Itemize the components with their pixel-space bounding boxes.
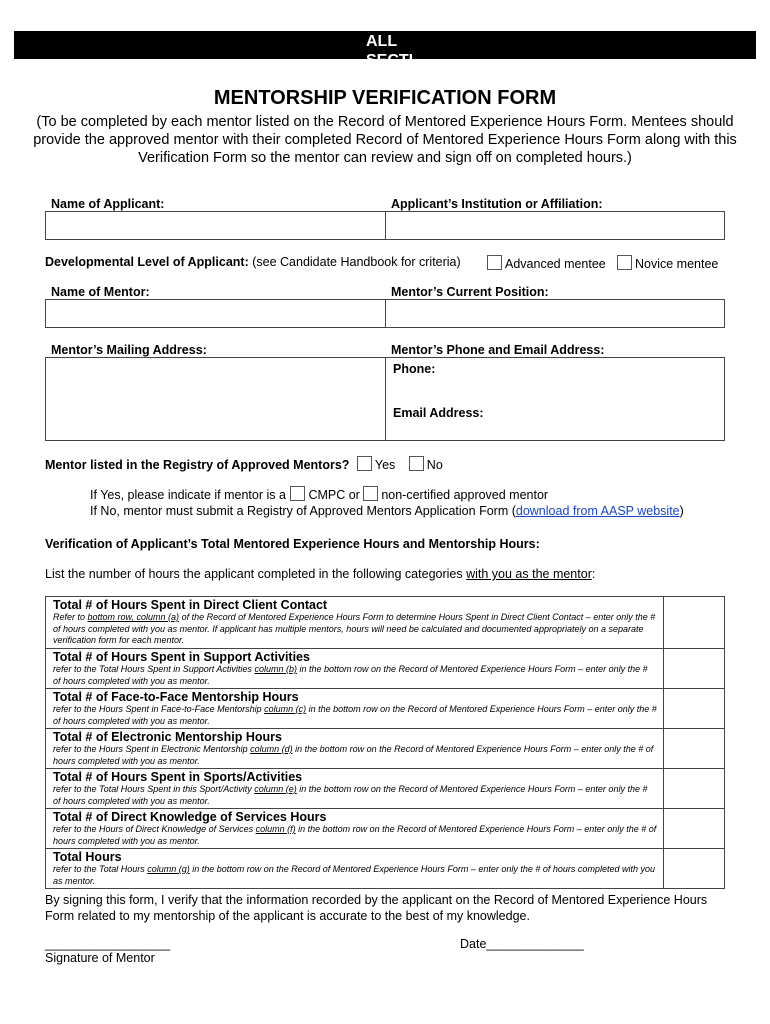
verification-heading: Verification of Applicant’s Total Mentored Experience Hours and Mentorship Hours: [45,537,540,551]
dev-level-label: Developmental Level of Applicant: [45,255,249,269]
row-detail [53,664,657,687]
row-detail-text: refer to the Hours Spent in Face-to-Face Mentorship [53,704,265,714]
registry-row [45,456,443,472]
row-detail-text: refer to the Total Hours [53,864,148,874]
aasp-download-link[interactable]: download from AASP website [515,504,680,518]
registry-no-label: No [426,458,443,472]
signature-label: Signature of Mentor [45,951,155,965]
table-row [46,729,725,769]
row-detail [53,784,657,807]
row-description [46,809,664,849]
table-row [46,809,725,849]
list-prefix: List the number of hours the applicant completed in the following categories [45,567,467,581]
row-title: Total # of Direct Knowledge of Services Hours [53,810,327,824]
advanced-label: Advanced mentee [505,257,606,271]
hours-input[interactable] [664,769,725,809]
list-underline: with you as the mentor [466,567,592,581]
row-detail-text: Refer to [53,612,88,622]
institution-field[interactable] [385,211,725,240]
applicant-name-label: Name of Applicant: [51,197,165,211]
row-detail [53,864,657,887]
table-row [46,689,725,729]
row-detail [53,824,657,847]
registry-no-checkbox[interactable] [409,456,424,471]
row-description [46,729,664,769]
advanced-checkbox[interactable] [487,255,502,270]
novice-option[interactable] [617,255,718,271]
if-yes-row [90,486,548,502]
noncert-checkbox[interactable] [363,486,378,501]
mentor-position-field[interactable] [385,299,725,328]
institution-label: Applicant’s Institution or Affiliation: [391,197,603,211]
row-description [46,689,664,729]
row-title: Total # of Hours Spent in Sports/Activities [53,770,303,784]
row-detail-text: in the bottom row on the Record of Mentored Experience Hours Form – enter only the # of hours completed with you as mentor. [53,824,657,846]
signature-line[interactable]: __________________ [45,937,171,951]
row-title: Total # of Electronic Mentorship Hours [53,730,282,744]
list-instruction [45,567,595,581]
row-detail-column: column (f) [255,824,296,834]
row-detail-text: in the bottom row on the Record of Mentored Experience Hours Form – enter only the # of hours completed with you as mentor. [53,664,648,686]
row-description [46,849,664,889]
table-row [46,849,725,889]
hours-input[interactable] [664,597,725,649]
table-row [46,769,725,809]
intro-text: (To be completed by each mentor listed on the Record of Mentored Experience Hours Form. Mentees should provide the approved mentor with their completed Record of Mentored Experience Hours Form along with this Verification Form so the mentor can review and sign off on completed hours.) [33,114,737,166]
row-detail-text: of the Record of Mentored Experience Hours Form to determine Hours Spent in Direct Client Contact – enter only the # of hours completed with you as mentor. If applicant has multiple mentors, hours will need be calculated and documented appropriately on a separate verification form for each mentor. [53,612,656,645]
row-detail-text: refer to the Hours Spent in Electronic Mentorship [53,744,251,754]
phone-email-field[interactable] [385,357,725,441]
row-title: Total # of Face-to-Face Mentorship Hours [53,690,299,704]
row-detail-column: column (c) [264,704,307,714]
row-description [46,649,664,689]
applicant-name-field[interactable] [45,211,386,240]
cmpc-checkbox[interactable] [290,486,305,501]
page-title: MENTORSHIP VERIFICATION FORM [213,87,557,109]
row-detail-text: in the bottom row on the Record of Mentored Experience Hours Form – enter only the # of hours completed with you as mentor. [53,704,657,726]
row-detail-column: column (g) [147,864,190,874]
advanced-option[interactable] [487,255,606,271]
novice-checkbox[interactable] [617,255,632,270]
signing-statement: By signing this form, I verify that the information recorded by the applicant on the Record of Mentored Experience Hours Form related to my mentorship of the applicant is accurate to the best of my knowledge. [45,893,708,923]
row-detail [53,744,657,767]
row-detail-text: refer to the Hours of Direct Knowledge of Services [53,824,256,834]
if-yes-text: If Yes, please indicate if mentor is a [90,488,286,502]
mentor-name-field[interactable] [45,299,386,328]
registry-yes-checkbox[interactable] [357,456,372,471]
cmpc-label: CMPC or [308,488,360,502]
if-no-text: If No, mentor must submit a Registry of Approved Mentors Application Form ( [90,504,516,518]
hours-input[interactable] [664,809,725,849]
phone-email-label: Mentor’s Phone and Email Address: [391,343,605,357]
hours-table [45,596,725,889]
date-field[interactable]: Date______________ [460,937,584,951]
noncert-label: non-certified approved mentor [381,488,549,502]
row-detail-text: refer to the Total Hours Spent in Support Activities [53,664,255,674]
novice-label: Novice mentee [635,257,719,271]
row-title: Total # of Hours Spent in Direct Client Contact [53,598,328,612]
registry-question: Mentor listed in the Registry of Approved Mentors? [45,458,350,472]
mailing-address-label: Mentor’s Mailing Address: [51,343,207,357]
list-suffix: : [591,567,596,581]
row-detail-text: in the bottom row on the Record of Mentored Experience Hours Form – enter only the # of hours completed with you as mentor. [53,784,648,806]
row-title: Total # of Hours Spent in Support Activities [53,650,310,664]
row-detail-column: column (e) [254,784,297,794]
dev-level-row [45,255,461,269]
row-detail-text: in the bottom row on the Record of Mentored Experience Hours Form – enter only the # of hours completed with you as mentor. [53,744,654,766]
row-description [46,597,664,649]
section-banner [14,31,756,69]
row-detail [53,612,657,647]
row-description [46,769,664,809]
row-detail-column: column (d) [250,744,293,754]
row-detail-column: bottom row, column (a) [87,612,180,622]
hours-input[interactable] [664,649,725,689]
registry-yes-label: Yes [374,458,396,472]
hours-input[interactable] [664,849,725,889]
banner-text: ALL SECTI [366,33,414,69]
row-title: Total Hours [53,850,122,864]
mailing-address-field[interactable] [45,357,386,441]
if-no-close: ) [679,504,684,518]
table-row [46,649,725,689]
row-detail-text: in the bottom row on the Record of Mentored Experience Hours Form – enter only the # of hours completed with you as mentor. [53,864,655,886]
dev-level-note: (see Candidate Handbook for criteria) [252,255,461,269]
row-detail-column: column (b) [254,664,297,674]
hours-input[interactable] [664,689,725,729]
mentor-name-label: Name of Mentor: [51,285,150,299]
row-detail-text: refer to the Total Hours Spent in this Sport/Activity [53,784,255,794]
table-row [46,597,725,649]
phone-label: Phone: [393,362,436,376]
hours-input[interactable] [664,729,725,769]
mentor-position-label: Mentor’s Current Position: [391,285,549,299]
email-label: Email Address: [393,406,484,420]
row-detail [53,704,657,727]
if-no-row [90,504,684,518]
